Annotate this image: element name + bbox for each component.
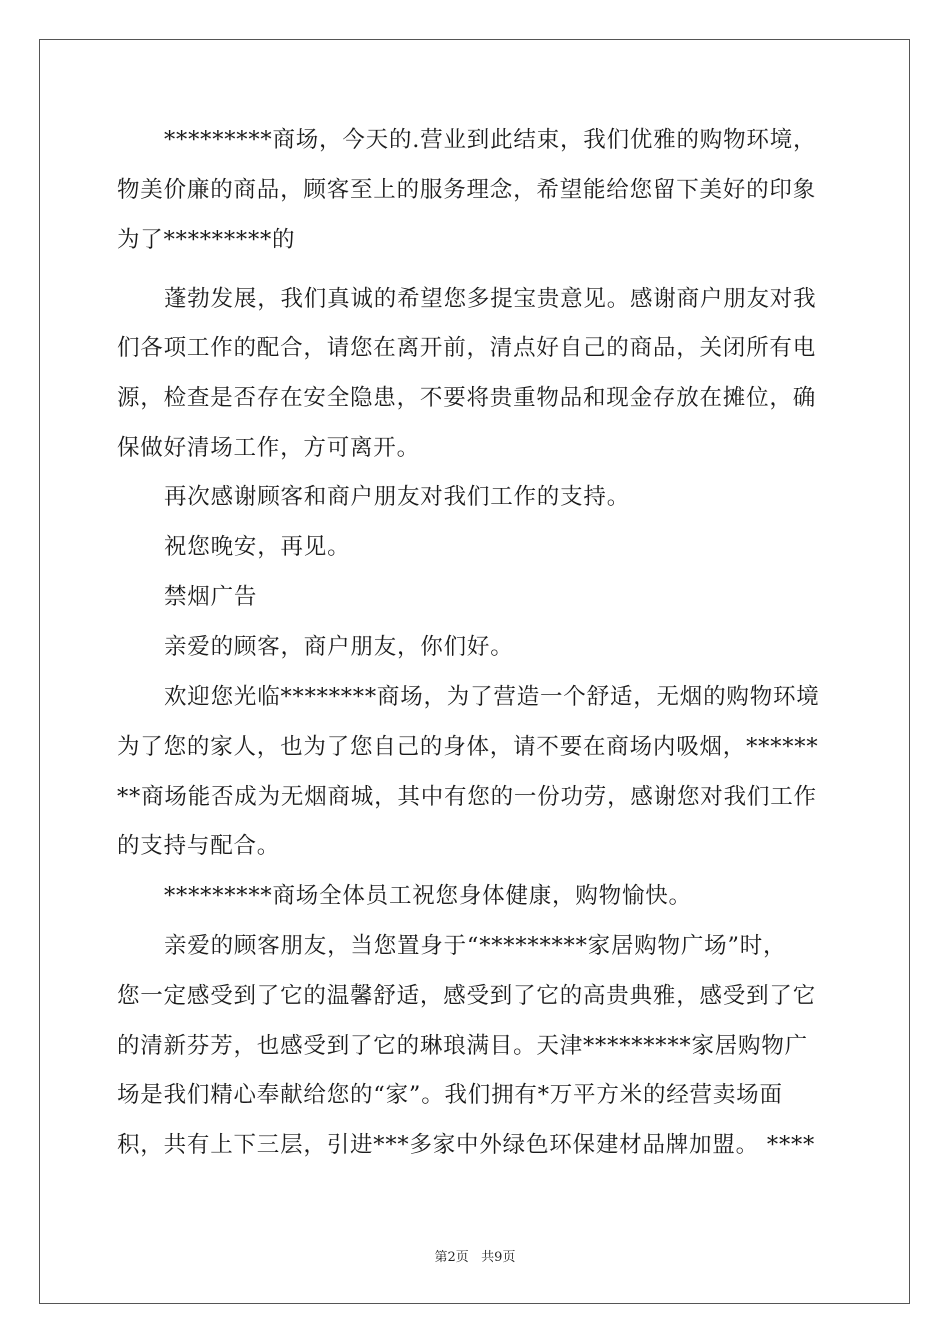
paragraph-line: **商场能否成为无烟商城，其中有您的一份功劳，感谢您对我们工作 bbox=[117, 784, 817, 810]
paragraph-line: 为了您的家人，也为了您自己的身体，请不要在商场内吸烟，****** bbox=[117, 734, 819, 760]
paragraph-line: 为了*********的 bbox=[117, 227, 296, 253]
paragraph-line: 亲爱的顾客，商户朋友，你们好。 bbox=[164, 634, 514, 660]
paragraph-line: 欢迎您光临********商场，为了营造一个舒适，无烟的购物环境 bbox=[164, 684, 820, 710]
paragraph-line: 积，共有上下三层，引进***多家中外绿色环保建材品牌加盟。 **** bbox=[117, 1132, 816, 1158]
paragraph-line: 再次感谢顾客和商户朋友对我们工作的支持。 bbox=[164, 484, 631, 510]
paragraph-line: *********商场全体员工祝您身体健康，购物愉快。 bbox=[164, 883, 692, 909]
paragraph-line: 的清新芬芳，也感受到了它的琳琅满目。天津*********家居购物广 bbox=[117, 1033, 808, 1059]
paragraph-line: 祝您晚安，再见。 bbox=[164, 534, 351, 560]
paragraph-line: 源，检查是否存在安全隐患，不要将贵重物品和现金存放在摊位，确 bbox=[117, 385, 817, 411]
page-number-footer: 第2页 共9页 bbox=[434, 1250, 516, 1265]
paragraph-line: 保做好清场工作，方可离开。 bbox=[117, 435, 420, 461]
paragraph-line: 场是我们精心奉献给您的“家”。我们拥有*万平方米的经营卖场面 bbox=[117, 1082, 783, 1108]
paragraph-line: 们各项工作的配合，请您在离开前，清点好自己的商品，关闭所有电 bbox=[117, 335, 817, 361]
section-heading: 禁烟广告 bbox=[164, 584, 258, 610]
paragraph-line: 的支持与配合。 bbox=[117, 833, 281, 859]
paragraph-line: 蓬勃发展，我们真诚的希望您多提宝贵意见。感谢商户朋友对我 bbox=[164, 286, 817, 312]
paragraph-line: *********商场，今天的.营业到此结束，我们优雅的购物环境， bbox=[164, 127, 817, 153]
paragraph-line: 亲爱的顾客朋友，当您置身于“*********家居购物广场”时， bbox=[164, 933, 787, 959]
paragraph-line: 物美价廉的商品，顾客至上的服务理念，希望能给您留下美好的印象 bbox=[117, 177, 817, 203]
paragraph-line: 您一定感受到了它的温馨舒适，感受到了它的高贵典雅，感受到了它 bbox=[117, 983, 817, 1009]
